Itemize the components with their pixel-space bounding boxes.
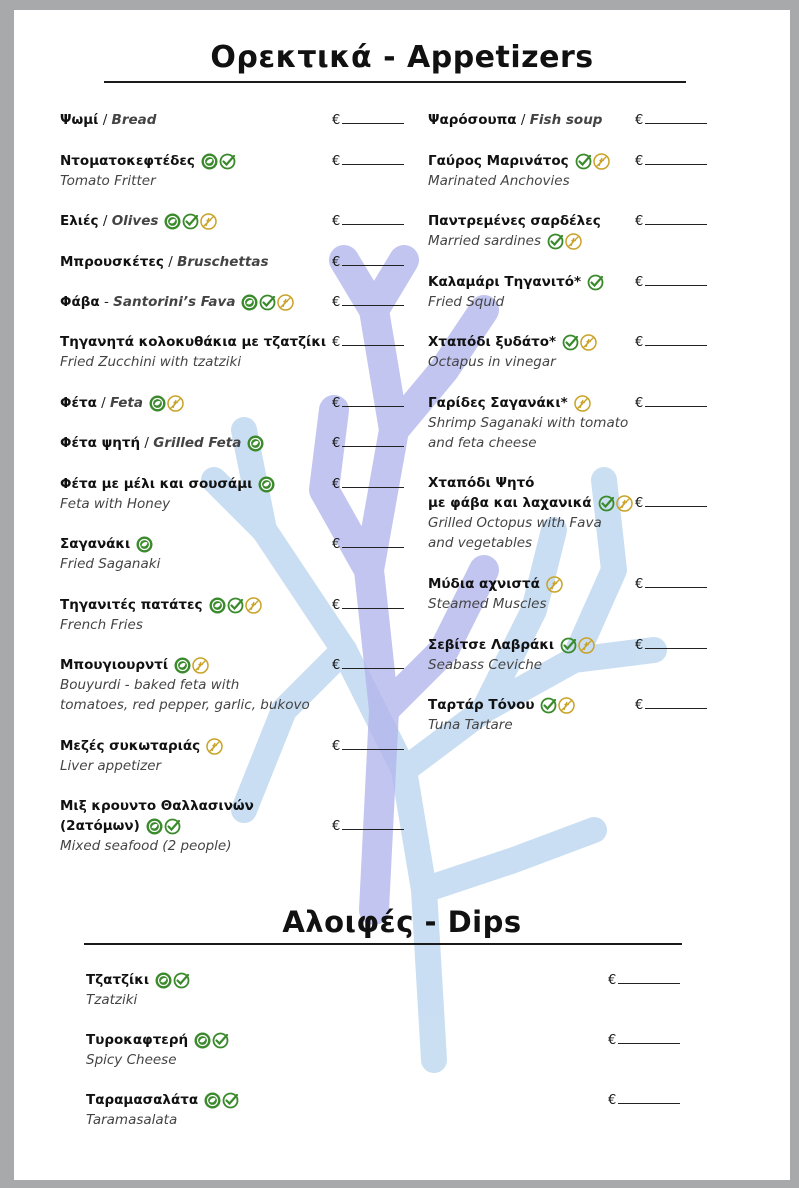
- diet-icons: [598, 493, 634, 513]
- vegetarian-icon: [146, 818, 163, 835]
- price-field: [635, 334, 707, 350]
- item-name-greek: Μεζές συκωταριάς: [60, 738, 201, 754]
- item-name-greek: Φέτα ψητή: [60, 435, 141, 451]
- currency-symbol: €: [332, 396, 341, 411]
- check-icon: [560, 637, 577, 654]
- diet-icons: [149, 393, 185, 413]
- item-name-greek: Μύδια αχνιστά: [428, 576, 540, 592]
- price-field: [635, 697, 707, 713]
- menu-item: [428, 574, 564, 614]
- item-name-english: Marinated Anchovies: [428, 173, 570, 189]
- price-blank: [342, 254, 404, 266]
- vegetarian-icon: [204, 1092, 221, 1109]
- item-name-english: Santorini’s Fava: [113, 294, 236, 310]
- price-field: [635, 395, 707, 411]
- item-name-greek-line2: με φάβα και λαχανικά: [428, 495, 592, 511]
- price-field: [332, 294, 404, 310]
- item-separator: /: [98, 213, 112, 229]
- item-name-greek: Φέτα με μέλι και σουσάμι: [60, 476, 253, 492]
- gluten-free-icon: [245, 597, 262, 614]
- menu-item: [86, 970, 191, 1010]
- currency-symbol: €: [332, 295, 341, 310]
- gluten-free-icon: [192, 657, 209, 674]
- item-name-greek: Γαύρος Μαρινάτος: [428, 153, 569, 169]
- price-blank: [342, 657, 404, 669]
- price-field: [332, 818, 404, 834]
- price-blank: [342, 818, 404, 830]
- menu-item: [60, 474, 276, 514]
- item-name-greek: Τηγανητά κολοκυθάκια με τζατζίκι: [60, 334, 327, 350]
- diet-icons: [136, 534, 154, 554]
- item-name-greek: Τυροκαφτερή: [86, 1032, 189, 1048]
- item-name-greek: Φέτα: [60, 395, 97, 411]
- item-name-english: Fish soup: [529, 112, 603, 128]
- vegetarian-icon: [136, 536, 153, 553]
- currency-symbol: €: [608, 1033, 617, 1048]
- item-name-english: Steamed Muscles: [428, 596, 547, 612]
- item-name-greek: Ντοματοκεφτέδες: [60, 153, 195, 169]
- item-name-greek-line2: (2ατόμων): [60, 818, 140, 834]
- price-blank: [342, 213, 404, 225]
- item-name-greek: Φάβα: [60, 294, 100, 310]
- item-name-greek: Μιξ κρουντο Θαλλασινών: [60, 798, 254, 814]
- price-blank: [618, 1092, 680, 1104]
- price-blank: [645, 495, 707, 507]
- item-name-greek: Ταρτάρ Τόνου: [428, 697, 535, 713]
- item-name-english: Seabass Ceviche: [428, 657, 543, 673]
- diet-icons: [540, 695, 576, 715]
- currency-symbol: €: [608, 1093, 617, 1108]
- item-name-english: Feta with Honey: [60, 496, 171, 512]
- price-blank: [645, 697, 707, 709]
- menu-item: [428, 695, 576, 735]
- currency-symbol: €: [332, 598, 341, 613]
- menu-item: [60, 796, 254, 856]
- currency-symbol: €: [332, 537, 341, 552]
- item-name-english: Olives: [111, 213, 159, 229]
- vegetarian-icon: [194, 1032, 211, 1049]
- check-icon: [173, 972, 190, 989]
- gluten-free-icon: [167, 395, 184, 412]
- price-field: [635, 274, 707, 290]
- price-field: [635, 153, 707, 169]
- vegetarian-icon: [149, 395, 166, 412]
- gluten-free-icon: [277, 294, 294, 311]
- menu-item: [428, 635, 596, 675]
- gluten-free-icon: [546, 576, 563, 593]
- item-separator: /: [516, 112, 530, 128]
- check-icon: [182, 213, 199, 230]
- item-name-greek: Μπουγιουρντί: [60, 657, 169, 673]
- price-field: [635, 112, 707, 128]
- vegetarian-icon: [209, 597, 226, 614]
- diet-icons: [201, 151, 237, 171]
- check-icon: [164, 818, 181, 835]
- price-blank: [645, 576, 707, 588]
- vegetarian-icon: [201, 153, 218, 170]
- menu-item: [60, 151, 237, 191]
- item-name-english: Fried Squid: [428, 294, 505, 310]
- menu-item: [60, 655, 310, 715]
- check-icon: [587, 274, 604, 291]
- item-name-english: French Fries: [60, 617, 143, 633]
- currency-symbol: €: [635, 154, 644, 169]
- item-name-english: Feta: [110, 395, 143, 411]
- price-blank: [645, 213, 707, 225]
- item-name-english: Fried Saganaki: [60, 556, 161, 572]
- item-name-english: Bread: [111, 112, 157, 128]
- currency-symbol: €: [635, 214, 644, 229]
- gluten-free-icon: [558, 697, 575, 714]
- item-name-greek: Σαγανάκι: [60, 536, 131, 552]
- menu-item: [60, 110, 156, 130]
- diet-icons: [241, 292, 295, 312]
- item-name-greek: Χταπόδι ξυδάτο*: [428, 334, 557, 350]
- price-field: [332, 395, 404, 411]
- check-icon: [598, 495, 615, 512]
- menu-item: [60, 211, 218, 231]
- currency-symbol: €: [635, 275, 644, 290]
- menu-item: [86, 1030, 230, 1070]
- check-icon: [562, 334, 579, 351]
- vegetarian-icon: [258, 476, 275, 493]
- diet-icons: [174, 655, 210, 675]
- price-blank: [342, 536, 404, 548]
- item-separator: -: [99, 294, 114, 310]
- item-name-english: Spicy Cheese: [86, 1052, 177, 1068]
- currency-symbol: €: [635, 496, 644, 511]
- item-name-english: Taramasalata: [86, 1112, 178, 1128]
- currency-symbol: €: [635, 113, 644, 128]
- gluten-free-icon: [580, 334, 597, 351]
- currency-symbol: €: [608, 973, 617, 988]
- diet-icons: [194, 1030, 230, 1050]
- currency-symbol: €: [332, 113, 341, 128]
- menu-item: [428, 151, 611, 191]
- item-name-greek: Ψωμί: [60, 112, 99, 128]
- price-blank: [342, 597, 404, 609]
- price-field: [332, 334, 404, 350]
- dips-title: Αλοιφές - Dips: [282, 905, 522, 939]
- check-icon: [547, 233, 564, 250]
- diet-icons: [575, 151, 611, 171]
- currency-symbol: €: [332, 739, 341, 754]
- item-name-english: Tzatziki: [86, 992, 138, 1008]
- price-blank: [342, 738, 404, 750]
- menu-item: [428, 272, 605, 312]
- price-blank: [342, 153, 404, 165]
- price-field: [332, 597, 404, 613]
- price-blank: [342, 112, 404, 124]
- menu-item: [86, 1090, 240, 1130]
- gluten-free-icon: [574, 395, 591, 412]
- item-name-greek: Σεβίτσε Λαβράκι: [428, 637, 555, 653]
- item-name-english: Liver appetizer: [60, 758, 162, 774]
- price-blank: [342, 294, 404, 306]
- price-field: [332, 153, 404, 169]
- item-name-english: Mixed seafood (2 people): [60, 838, 232, 854]
- price-field: [332, 435, 404, 451]
- price-blank: [342, 395, 404, 407]
- diet-icons: [164, 211, 218, 231]
- price-field: [332, 738, 404, 754]
- price-blank: [645, 637, 707, 649]
- price-field: [608, 1092, 680, 1108]
- price-field: [635, 576, 707, 592]
- item-name-greek: Ψαρόσουπα: [428, 112, 517, 128]
- price-blank: [645, 274, 707, 286]
- menu-page: [14, 10, 790, 1180]
- diet-icons: [146, 816, 182, 836]
- currency-symbol: €: [635, 396, 644, 411]
- item-name-english: Grilled Octopus with Fava: [428, 515, 602, 531]
- item-name-english: Octapus in vinegar: [428, 354, 556, 370]
- item-description-line2: and feta cheese: [428, 435, 537, 451]
- gluten-free-icon: [206, 738, 223, 755]
- menu-item: [428, 332, 598, 372]
- menu-item: [60, 393, 185, 413]
- price-field: [635, 495, 707, 511]
- diet-icons: [204, 1090, 240, 1110]
- item-separator: /: [140, 435, 154, 451]
- gluten-free-icon: [616, 495, 633, 512]
- price-field: [608, 1032, 680, 1048]
- diet-icons: [547, 231, 583, 251]
- gluten-free-icon: [578, 637, 595, 654]
- item-name-english: Tomato Fritter: [60, 173, 156, 189]
- menu-item: [428, 393, 628, 453]
- price-blank: [645, 395, 707, 407]
- menu-item: [60, 252, 268, 272]
- menu-item: [60, 736, 224, 776]
- currency-symbol: €: [332, 819, 341, 834]
- diet-icons: [206, 736, 224, 756]
- check-icon: [222, 1092, 239, 1109]
- item-name-english: Fried Zucchini with tzatziki: [60, 354, 242, 370]
- item-name-greek: Ταραμασαλάτα: [86, 1092, 199, 1108]
- currency-symbol: €: [332, 255, 341, 270]
- check-icon: [227, 597, 244, 614]
- appetizers-rule: [104, 81, 686, 83]
- diet-icons: [258, 474, 276, 494]
- vegetarian-icon: [241, 294, 258, 311]
- item-name-greek: Χταπόδι Ψητό: [428, 475, 535, 491]
- appetizers-title: Ορεκτικά - Appetizers: [210, 40, 594, 75]
- currency-symbol: €: [635, 638, 644, 653]
- vegetarian-icon: [155, 972, 172, 989]
- price-field: [635, 213, 707, 229]
- vegetarian-icon: [247, 435, 264, 452]
- diet-icons: [546, 574, 564, 594]
- gluten-free-icon: [565, 233, 582, 250]
- menu-item: [60, 433, 265, 453]
- price-blank: [342, 476, 404, 488]
- check-icon: [575, 153, 592, 170]
- price-blank: [618, 1032, 680, 1044]
- currency-symbol: €: [635, 577, 644, 592]
- item-name-greek: Γαρίδες Σαγανάκι*: [428, 395, 568, 411]
- item-description-line2: tomatoes, red pepper, garlic, bukovo: [60, 697, 310, 713]
- item-name-english: Shrimp Saganaki with tomato: [428, 415, 629, 431]
- vegetarian-icon: [174, 657, 191, 674]
- gluten-free-icon: [593, 153, 610, 170]
- menu-item: [60, 332, 326, 372]
- price-field: [635, 637, 707, 653]
- price-field: [332, 254, 404, 270]
- check-icon: [212, 1032, 229, 1049]
- menu-item: [60, 534, 160, 574]
- item-name-english: Tuna Tartare: [428, 717, 513, 733]
- currency-symbol: €: [332, 154, 341, 169]
- currency-symbol: €: [332, 214, 341, 229]
- item-name-greek: Καλαμάρι Τηγανιτό*: [428, 274, 582, 290]
- diet-icons: [155, 970, 191, 990]
- price-field: [332, 536, 404, 552]
- price-field: [332, 213, 404, 229]
- price-blank: [342, 334, 404, 346]
- item-name-greek: Ελιές: [60, 213, 99, 229]
- price-blank: [645, 334, 707, 346]
- price-blank: [645, 153, 707, 165]
- diet-icons: [587, 272, 605, 292]
- menu-item: [428, 473, 634, 553]
- check-icon: [219, 153, 236, 170]
- diet-icons: [574, 393, 592, 413]
- price-field: [332, 112, 404, 128]
- dips-rule: [84, 943, 682, 945]
- price-field: [332, 476, 404, 492]
- diet-icons: [209, 595, 263, 615]
- price-field: [608, 972, 680, 988]
- currency-symbol: €: [635, 335, 644, 350]
- vegetarian-icon: [164, 213, 181, 230]
- menu-item: [428, 211, 601, 251]
- item-name-greek: Μπρουσκέτες: [60, 254, 164, 270]
- currency-symbol: €: [332, 335, 341, 350]
- currency-symbol: €: [635, 698, 644, 713]
- price-field: [332, 657, 404, 673]
- item-separator: /: [98, 112, 112, 128]
- gluten-free-icon: [200, 213, 217, 230]
- menu-item: [428, 110, 602, 130]
- item-name-greek: Παντρεμένες σαρδέλες: [428, 213, 601, 229]
- price-blank: [618, 972, 680, 984]
- price-blank: [342, 435, 404, 447]
- item-name-english: Bruschettas: [177, 254, 269, 270]
- check-icon: [259, 294, 276, 311]
- menu-item: [60, 292, 295, 312]
- diet-icons: [560, 635, 596, 655]
- item-name-english: Bouyurdi - baked feta with: [60, 677, 240, 693]
- item-name-english: Married sardines: [428, 233, 542, 249]
- item-description-line2: and vegetables: [428, 535, 533, 551]
- price-blank: [645, 112, 707, 124]
- item-name-english: Grilled Feta: [153, 435, 242, 451]
- diet-icons: [247, 433, 265, 453]
- item-name-greek: Τζατζίκι: [86, 972, 150, 988]
- item-separator: /: [96, 395, 111, 411]
- item-name-greek: Τηγανιτές πατάτες: [60, 597, 203, 613]
- currency-symbol: €: [332, 436, 341, 451]
- diet-icons: [562, 332, 598, 352]
- item-separator: /: [163, 254, 178, 270]
- check-icon: [540, 697, 557, 714]
- currency-symbol: €: [332, 658, 341, 673]
- menu-item: [60, 595, 263, 635]
- currency-symbol: €: [332, 477, 341, 492]
